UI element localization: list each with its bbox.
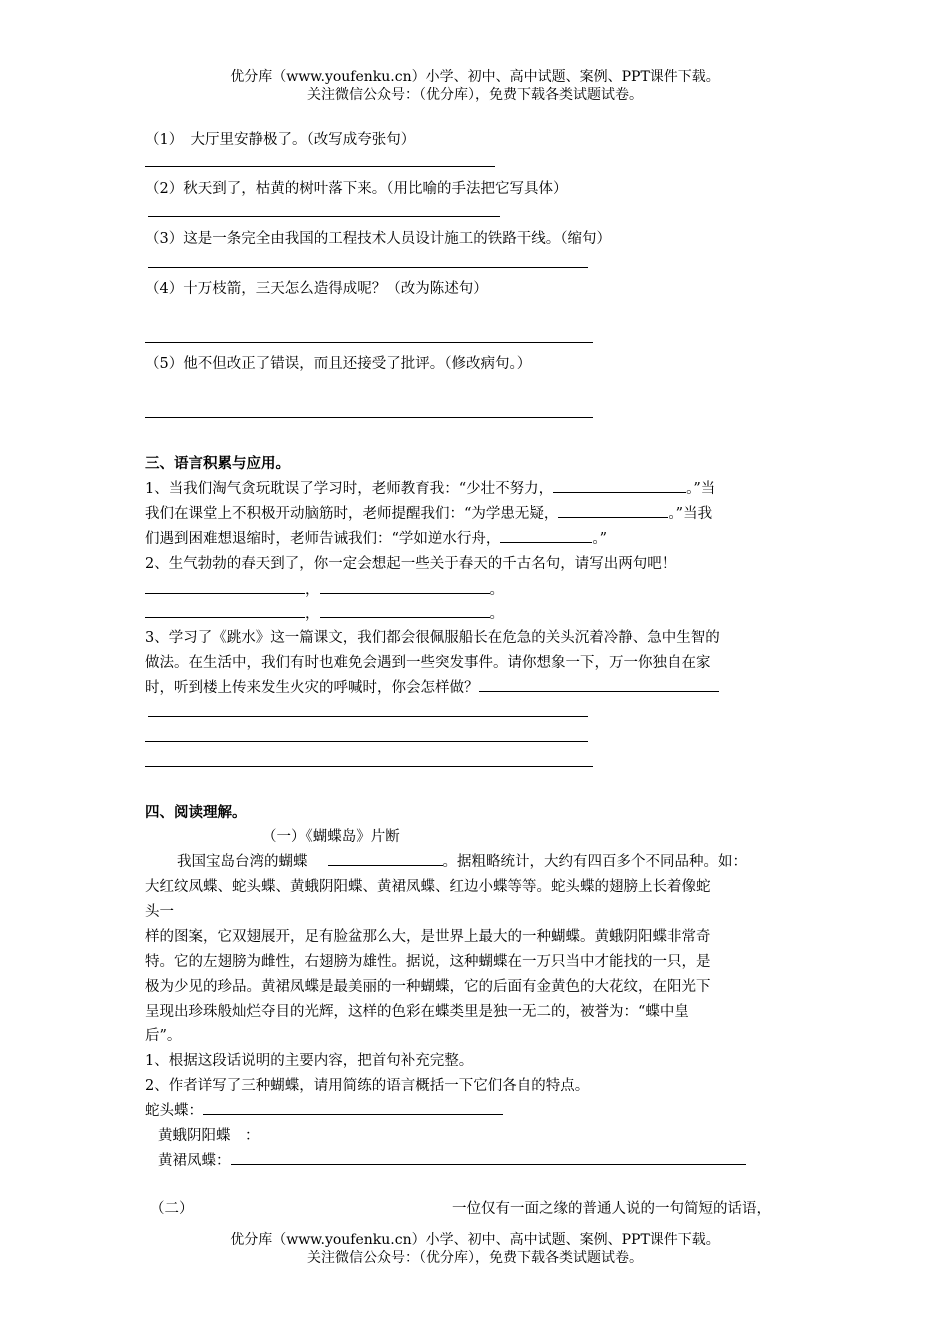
question-2-2: （2）秋天到了，枯黄的树叶落下来。（用比喻的手法把它写具体） xyxy=(145,181,568,197)
text: 时，听到楼上传来发生火灾的呼喊时，你会怎样做？ xyxy=(145,680,479,696)
question-3-2: 2、生气勃勃的春天到了，你一定会想起一些关于春天的千古名句，请写出两句吧！ xyxy=(145,556,677,572)
text: 我国宝岛台湾的蝴蝶 xyxy=(177,854,308,870)
part-2-text: 一位仅有一面之缘的普通人说的一句简短的话语， xyxy=(452,1201,771,1217)
blank[interactable] xyxy=(145,579,305,594)
label: 黄裙凤蝶： xyxy=(158,1153,231,1169)
label: 蛇头蝶： xyxy=(145,1103,203,1119)
period: 。 xyxy=(489,582,504,598)
question-2-3: （3）这是一条完全由我国的工程技术人员设计施工的铁路干线。（缩句） xyxy=(145,231,611,247)
question-3-3-line-2: 做法。在生活中，我们有时也难免会遇到一些突发事件。请你想象一下，万一你独自在家 xyxy=(145,655,711,671)
question-2-5: （5）他不但改正了错误，而且还接受了批评。（修改病句。） xyxy=(145,356,532,372)
section-3-title: 三、语言积累与应用。 xyxy=(145,455,290,472)
answer-line[interactable] xyxy=(148,216,500,217)
answer-line[interactable] xyxy=(145,741,588,742)
butterfly-answer-3 xyxy=(158,1149,746,1170)
label: 黄蛾阴阳蝶 ： xyxy=(158,1128,260,1144)
question-3-1-line-3 xyxy=(145,527,607,548)
text: 1、当我们淘气贪玩耽误了学习时，老师教育我：“少壮不努力， xyxy=(145,481,554,497)
question-4-1: 1、根据这段话说明的主要内容，把首句补充完整。 xyxy=(145,1053,474,1069)
answer-line[interactable] xyxy=(145,766,593,767)
text: 。” xyxy=(592,531,608,547)
text: 我们在课堂上不积极开动脑筋时，老师提醒我们：“为学患无疑， xyxy=(145,506,559,522)
answer-line[interactable] xyxy=(148,267,588,268)
question-2-1: （1） 大厅里安静极了。（改写成夸张句） xyxy=(145,132,416,148)
blank[interactable] xyxy=(231,1150,746,1165)
question-3-1-line-1 xyxy=(145,477,715,498)
passage-line-7: 呈现出珍珠般灿烂夺目的光辉，这样的色彩在蝶类里是独一无二的，被誉为：“蝶中皇 xyxy=(145,1004,689,1020)
poem-answer-row-2 xyxy=(145,602,504,623)
question-2-4: （4）十万枝箭，三天怎么造得成呢？（改为陈述句） xyxy=(145,281,488,297)
blank[interactable] xyxy=(328,851,443,866)
header-line-1: 优分库（www.youfenku.cn）小学、初中、高中试题、案例、PPT课件下载。 xyxy=(230,69,720,85)
passage-line-5: 特。它的左翅膀为雌性，右翅膀为雄性。据说，这种蝴蝶在一万只当中才能找的一只，是 xyxy=(145,954,711,970)
comma: ， xyxy=(305,606,320,622)
blank[interactable] xyxy=(145,603,305,618)
footer-line-1: 优分库（www.youfenku.cn）小学、初中、高中试题、案例、PPT课件下载。 xyxy=(230,1232,720,1248)
header-line-2: 关注微信公众号：（优分库），免费下载各类试题试卷。 xyxy=(307,87,643,103)
blank[interactable] xyxy=(553,478,686,493)
comma: ， xyxy=(305,582,320,598)
blank[interactable] xyxy=(203,1100,503,1115)
blank[interactable] xyxy=(479,677,719,692)
poem-answer-row-1 xyxy=(145,578,504,599)
blank[interactable] xyxy=(558,503,668,518)
passage-line-2: 大红纹凤蝶、蛇头蝶、黄蛾阴阳蝶、黄裙凤蝶、红边小蝶等等。蛇头蝶的翅膀上长着像蛇 xyxy=(145,879,711,895)
question-3-1-line-2 xyxy=(145,502,712,523)
answer-line[interactable] xyxy=(145,342,593,343)
passage-subtitle: （一）《蝴蝶岛》片断 xyxy=(262,829,400,845)
passage-line-4: 样的图案，它双翅展开，足有脸盆那么大，是世界上最大的一种蝴蝶。黄蛾阴阳蝶非常奇 xyxy=(145,929,711,945)
passage-line-3: 头一 xyxy=(145,904,174,920)
butterfly-answer-1 xyxy=(145,1099,503,1120)
passage-line-8: 后”。 xyxy=(145,1028,182,1044)
text: 。”当 xyxy=(686,481,716,497)
text: 。据粗略统计，大约有四百多个不同品种。如： xyxy=(442,854,747,870)
passage-line-1 xyxy=(177,850,747,871)
blank[interactable] xyxy=(320,603,490,618)
blank[interactable] xyxy=(500,528,592,543)
answer-line[interactable] xyxy=(145,166,495,167)
answer-line[interactable] xyxy=(148,716,588,717)
period: 。 xyxy=(489,606,504,622)
answer-line[interactable] xyxy=(145,417,593,418)
passage-line-6: 极为少见的珍品。黄裙凤蝶是最美丽的一种蝴蝶，它的后面有金黄色的大花纹，在阳光下 xyxy=(145,979,711,995)
footer-line-2: 关注微信公众号：（优分库），免费下载各类试题试卷。 xyxy=(307,1250,643,1266)
part-2-label: （二） xyxy=(150,1201,194,1217)
blank[interactable] xyxy=(320,579,490,594)
butterfly-answer-2 xyxy=(158,1124,260,1145)
question-4-2: 2、作者详写了三种蝴蝶，请用简练的语言概括一下它们各自的特点。 xyxy=(145,1078,590,1094)
section-4-title: 四、阅读理解。 xyxy=(145,804,247,821)
text: 。”当我 xyxy=(668,506,713,522)
question-3-3-line-1: 3、学习了《跳水》这一篇课文，我们都会很佩服船长在危急的关头沉着冷静、急中生智的 xyxy=(145,630,720,646)
question-3-3-line-3 xyxy=(145,676,719,697)
text: 们遇到困难想退缩时，老师告诫我们：“学如逆水行舟， xyxy=(145,531,501,547)
